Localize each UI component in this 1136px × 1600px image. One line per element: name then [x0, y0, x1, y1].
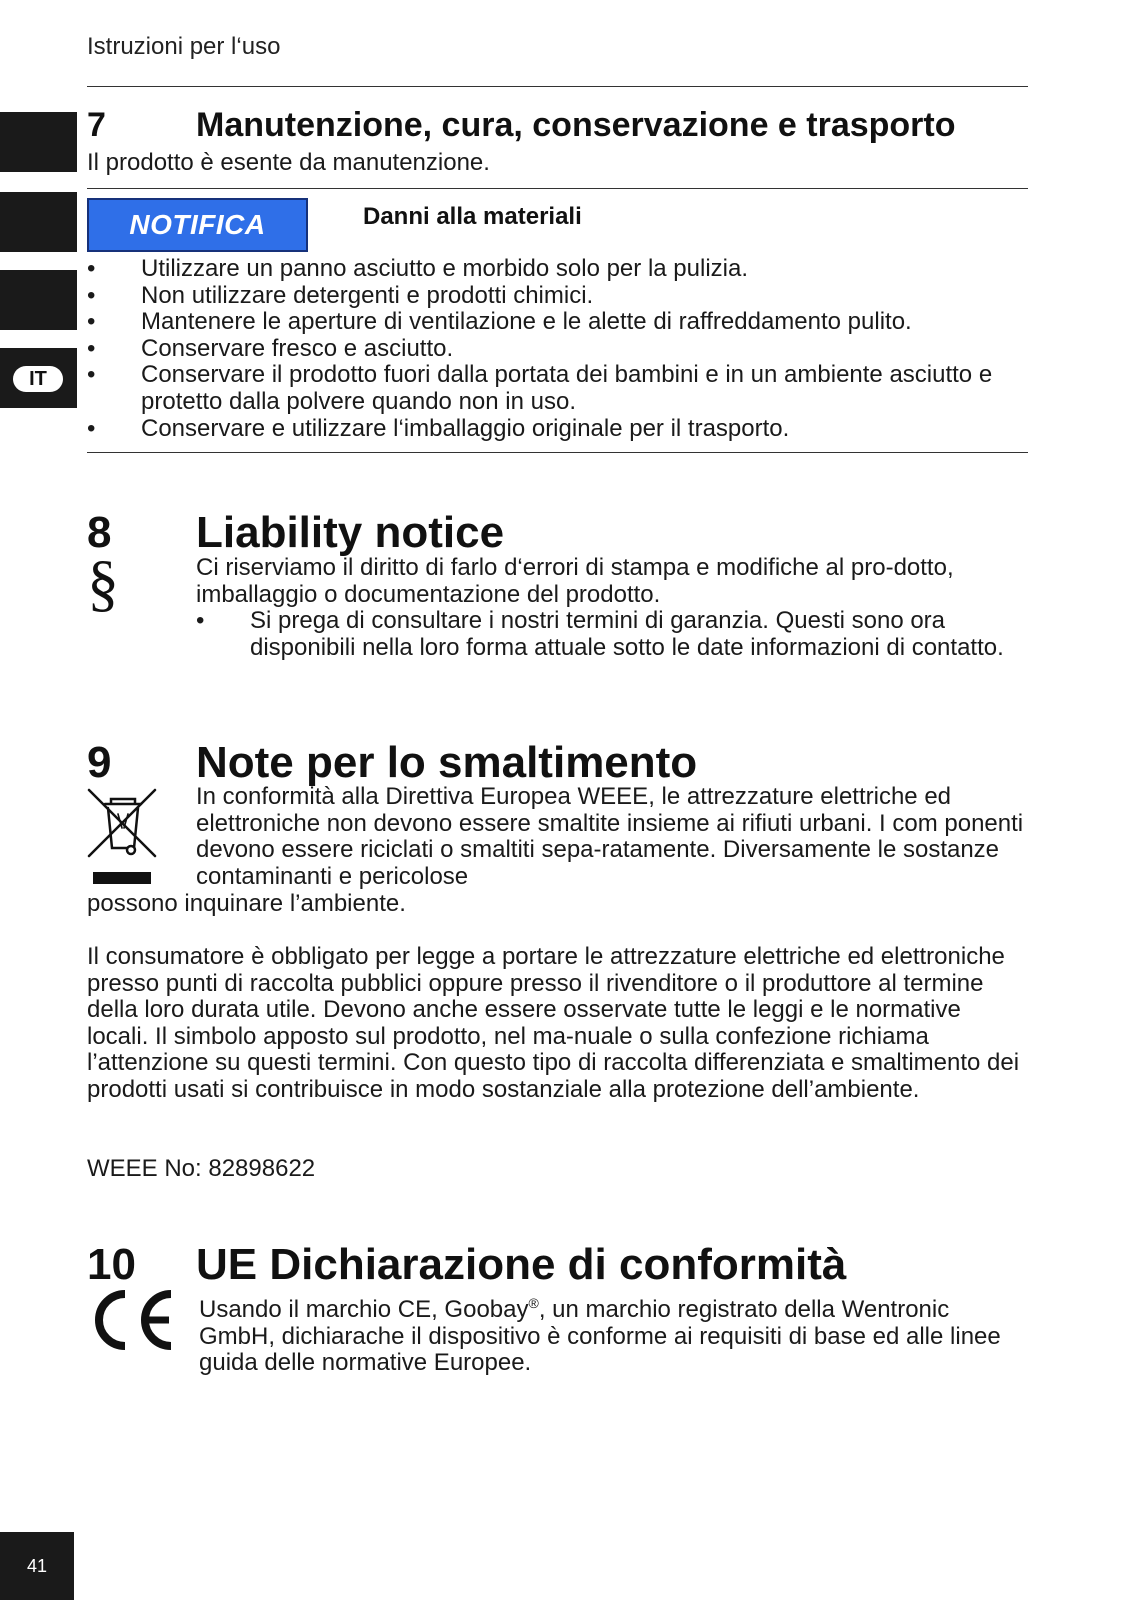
- registered-mark: ®: [528, 1295, 539, 1311]
- language-tab: [0, 348, 77, 408]
- bullet: •: [87, 281, 96, 309]
- section-9-number: 9: [87, 738, 112, 787]
- notice-badge: NOTIFICA: [87, 198, 308, 252]
- section-9-para1: In conformità alla Direttiva Europea WEEE, le attrezzature elettriche ed elettroniche non devono essere smaltite insieme ai rifiuti urbani. I com ponenti devono essere riciclati o smaltiti sepa-ratamente. Diversamente le sostanze contaminanti e pericolose: [196, 783, 1024, 890]
- list-item-text: Conservare e utilizzare l‘imballaggio originale per il trasporto.: [141, 414, 790, 442]
- notice-top-divider: [87, 188, 1028, 189]
- maintenance-list: [87, 256, 1027, 442]
- list-item: [87, 416, 1027, 443]
- section-10-number: 10: [87, 1240, 136, 1289]
- section-9-title: Note per lo smaltimento: [196, 738, 698, 787]
- paragraph-icon: [87, 547, 119, 618]
- page-number: 41: [0, 1532, 74, 1600]
- side-tab-1: [0, 112, 77, 172]
- bullet: •: [87, 414, 96, 442]
- section-10-text: [199, 1290, 1028, 1377]
- section-7-title: Manutenzione, cura, conservazione e trasporto: [196, 106, 956, 144]
- section-8-number: 8: [87, 508, 112, 557]
- ce-text-before: Usando il marchio CE, Goobay: [199, 1296, 529, 1323]
- list-item-text: Conservare fresco e asciutto.: [141, 334, 454, 362]
- language-label: IT: [13, 366, 63, 392]
- section-7-number: 7: [87, 106, 106, 144]
- bullet: •: [87, 255, 96, 282]
- bullet: •: [87, 361, 96, 389]
- bullet: •: [196, 607, 205, 634]
- list-item: [87, 309, 1027, 336]
- weee-bin-icon: [87, 788, 159, 891]
- ce-mark-icon: [87, 1288, 175, 1357]
- list-item: [87, 283, 1027, 310]
- list-item: [87, 362, 1027, 415]
- list-item-text: Mantenere le aperture di ventilazione e le alette di raffreddamento pulito.: [141, 308, 912, 336]
- section-10-title: UE Dichiarazione di conformità: [196, 1240, 847, 1289]
- ce-text-after: , un marchio registrato della Wentronic GmbH, dichiarache il dispositivo è conforme ai requisiti di base ed alle linee guida delle normative Europee.: [199, 1296, 1001, 1377]
- bullet: •: [87, 334, 96, 362]
- list-item-text: Non utilizzare detergenti e prodotti chimici.: [141, 281, 594, 309]
- liability-list: [196, 608, 1028, 661]
- section-7-intro: Il prodotto è esente da manutenzione.: [87, 149, 490, 176]
- bullet: •: [87, 308, 96, 336]
- svg-text:§: §: [87, 547, 119, 618]
- list-item: [87, 336, 1027, 363]
- side-tab-2: [0, 192, 77, 252]
- section-8-title: Liability notice: [196, 508, 505, 557]
- list-item: [196, 608, 1028, 661]
- list-item: [87, 256, 1027, 283]
- notice-bottom-divider: [87, 452, 1028, 453]
- section-9-para2: Il consumatore è obbligato per legge a portare le attrezzature elettriche ed elettroniche presso punti di raccolta pubblici oppure presso il rivenditore o il produttore al termine della loro durata utile. Devono anche essere osservate tutte le leggi e le normative locali. Il simbolo apposto sul prodotto, nel ma-nuale o sulla confezione richiama l’attenzione su questi termini. Con questo tipo di raccolta differenziata e smaltimento dei prodotti usati si contribuisce in modo sostanziale alla protezione dell’ambiente.: [87, 943, 1020, 1103]
- list-item-text: Si prega di consultare i nostri termini di garanzia. Questi sono ora disponibili nella loro forma attuale sotto le date informazioni di contatto.: [250, 607, 1004, 661]
- side-tab-3: [0, 270, 77, 330]
- notice-title: Danni alla materiali: [363, 203, 582, 230]
- section-9-para1-tail: possono inquinare l’ambiente.: [87, 890, 406, 917]
- weee-number: WEEE No: 82898622: [87, 1155, 316, 1182]
- list-item-text: Conservare il prodotto fuori dalla portata dei bambini e in un ambiente asciutto e protetto dalla polvere quando non in uso.: [141, 361, 993, 415]
- list-item-text: Utilizzare un panno asciutto e morbido solo per la pulizia.: [141, 255, 748, 282]
- running-header: Istruzioni per l‘uso: [87, 33, 281, 60]
- header-divider: [87, 86, 1028, 87]
- section-8-text: Ci riserviamo il diritto di farlo d‘errori di stampa e modifiche al pro-dotto, imballaggio o documentazione del prodotto.: [196, 554, 954, 608]
